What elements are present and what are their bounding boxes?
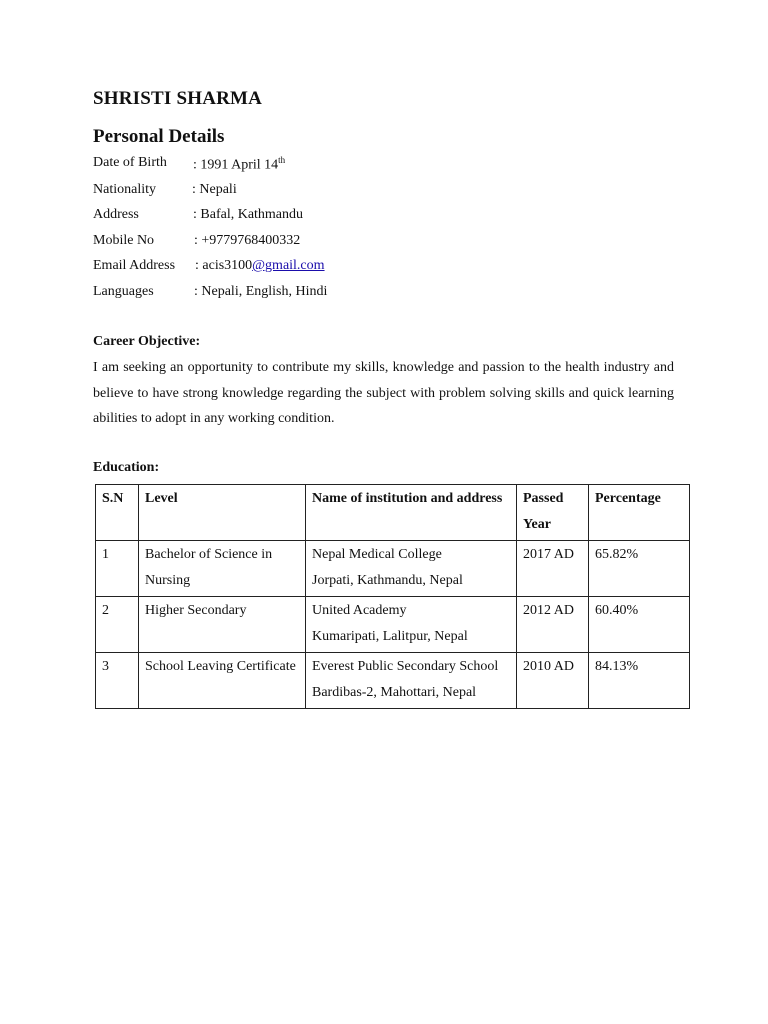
table-row (96, 597, 690, 653)
table-header-row (96, 485, 690, 541)
institution-name: Everest Public Secondary School (312, 659, 499, 674)
header-percentage: Percentage (589, 485, 690, 541)
institution-address: Bardibas-2, Mahottari, Nepal (312, 684, 477, 700)
mobile-value: : +9779768400332 (194, 233, 301, 248)
education-table (95, 484, 690, 709)
cell-level: Bachelor of Science in Nursing (139, 541, 306, 597)
institution-name: Nepal Medical College (312, 547, 442, 562)
table-row (96, 653, 690, 709)
cell-sn: 2 (96, 597, 139, 653)
education-heading: Education: (93, 460, 160, 475)
header-sn: S.N (96, 485, 139, 541)
career-objective-heading: Career Objective: (93, 334, 201, 349)
institution-address: Kumaripati, Lalitpur, Nepal (312, 628, 468, 644)
address-label: Address (93, 207, 139, 222)
dob-superscript: th (278, 155, 286, 165)
nationality-value: : Nepali (192, 182, 237, 197)
address-value: : Bafal, Kathmandu (193, 207, 304, 222)
institution-address: Jorpati, Kathmandu, Nepal (312, 572, 463, 588)
cell-sn: 3 (96, 653, 139, 709)
header-institution: Name of institution and address (306, 485, 517, 541)
email-value: : acis3100@gmail.com (195, 258, 325, 273)
cell-percentage: 60.40% (589, 597, 690, 653)
mobile-label: Mobile No (93, 233, 155, 248)
email-label: Email Address (93, 258, 176, 273)
cell-year: 2010 AD (517, 653, 589, 709)
cell-sn: 1 (96, 541, 139, 597)
career-objective-text: I am seeking an opportunity to contribute my skills, knowledge and passion to the health industry and believe to have strong knowledge regarding the subject with problem solving skills and quick learning abilities to adopt in any working condition. (93, 360, 674, 426)
cell-institution (306, 653, 517, 709)
email-link[interactable]: @gmail.com (252, 258, 325, 273)
candidate-name: SHRISTI SHARMA (93, 88, 263, 109)
dob-value: : 1991 April 14th (193, 155, 286, 173)
header-year: Passed Year (517, 485, 589, 541)
cell-year: 2017 AD (517, 541, 589, 597)
cell-level: Higher Secondary (139, 597, 306, 653)
cell-percentage: 84.13% (589, 653, 690, 709)
institution-name: United Academy (312, 603, 407, 618)
cell-level: School Leaving Certificate (139, 653, 306, 709)
dob-label: Date of Birth (93, 155, 167, 170)
nationality-label: Nationality (93, 182, 156, 197)
languages-value: : Nepali, English, Hindi (194, 284, 328, 299)
header-level: Level (139, 485, 306, 541)
personal-details-heading: Personal Details (93, 126, 225, 147)
languages-label: Languages (93, 284, 154, 299)
cell-institution (306, 541, 517, 597)
table-row (96, 541, 690, 597)
cell-year: 2012 AD (517, 597, 589, 653)
cell-percentage: 65.82% (589, 541, 690, 597)
cell-institution (306, 597, 517, 653)
